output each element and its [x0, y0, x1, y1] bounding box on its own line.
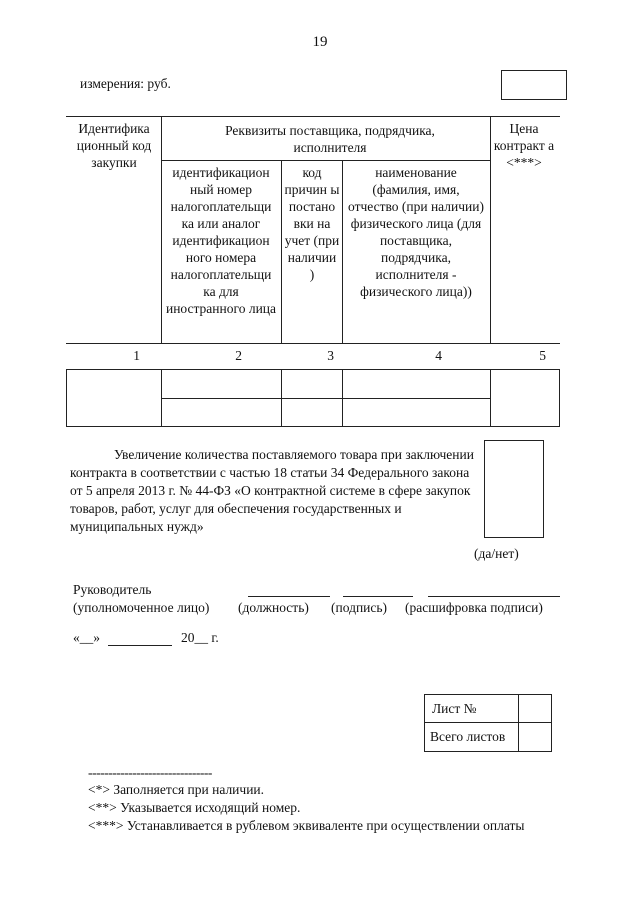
yes-no-label: (да/нет) — [474, 546, 519, 561]
table-col-line — [281, 369, 282, 426]
subheader-name: наименование (фамилия, имя, отчество (при наличии) физического лица (для поставщика, подрядчика, исполнителя - физического лица)) — [348, 165, 484, 299]
table-left-border — [66, 369, 67, 426]
column-number-3: 3 — [327, 348, 334, 363]
sheet-number-label: Лист № — [432, 701, 477, 716]
group-header-divider — [161, 160, 490, 161]
footnote-2: <**> Указывается исходящий номер. — [88, 800, 301, 815]
column-number-2: 2 — [235, 348, 242, 363]
position-line — [248, 596, 330, 597]
signature-line — [343, 596, 413, 597]
footnote-3: <***> Устанавливается в рублевом эквиваленте при осуществлении оплаты — [88, 818, 525, 833]
subheader-inn: идентификацион ный номер налогоплательщи ка или аналог идентификацион ного номера налогоплательщи ка для иностранного лица — [165, 165, 277, 316]
date-day: «__» — [73, 630, 100, 645]
column-number-5: 5 — [539, 348, 546, 363]
data-row-divider — [161, 398, 490, 399]
sheet-table — [424, 694, 552, 752]
sheet-row-divider — [425, 722, 551, 723]
table-bottom-border — [66, 426, 560, 427]
page-number: 19 — [312, 34, 328, 50]
date-month-line — [108, 645, 172, 646]
column-number-1: 1 — [133, 348, 140, 363]
signature-label: (подпись) — [331, 600, 388, 615]
table-col-line — [342, 369, 343, 426]
decoding-label: (расшифровка подписи) — [405, 600, 543, 615]
data-row-top — [66, 369, 560, 370]
suppliers-table — [0, 0, 640, 440]
units-label: измерения: руб. — [80, 76, 171, 91]
table-col-line — [161, 116, 162, 343]
table-col-line — [161, 369, 162, 426]
table-col-line — [490, 369, 491, 426]
footnote-1: <*> Заполняется при наличии. — [88, 782, 265, 797]
sheet-col-divider — [518, 695, 519, 751]
table-right-border — [559, 369, 560, 426]
numbers-row-border — [66, 343, 560, 344]
yes-no-box[interactable] — [484, 440, 544, 538]
header-contract-price: Цена контракт а <***> — [493, 121, 555, 170]
head-label: Руководитель — [73, 582, 152, 597]
table-col-line — [281, 160, 282, 343]
table-col-line — [342, 160, 343, 343]
column-number-4: 4 — [435, 348, 442, 363]
position-label: (должность) — [238, 600, 309, 615]
decoding-line — [428, 596, 560, 597]
authorized-person-label: (уполномоченное лицо) — [73, 600, 210, 615]
header-procurement-code: Идентифика ционный код закупки — [76, 121, 152, 170]
subheader-kpp: код причин ы постано вки на учет (при наличии ) — [284, 165, 340, 282]
date-year: 20__ г. — [181, 630, 219, 645]
total-sheets-label: Всего листов — [430, 729, 506, 744]
header-supplier-details: Реквизиты поставщика, подрядчика, исполнителя — [225, 123, 435, 155]
table-top-border — [66, 116, 560, 117]
quantity-increase-paragraph: Увеличение количества поставляемого товара при заключении контракта в соответствии с частью 18 статьи 34 Федерального закона от 5 апреля 2013 г. № 44-ФЗ «О контрактной системе в сфере закупок товаров, работ, услуг для обеспечения государственных и муниципальных нужд» — [70, 447, 474, 534]
footnote-separator: ------------------------------- — [88, 765, 212, 780]
